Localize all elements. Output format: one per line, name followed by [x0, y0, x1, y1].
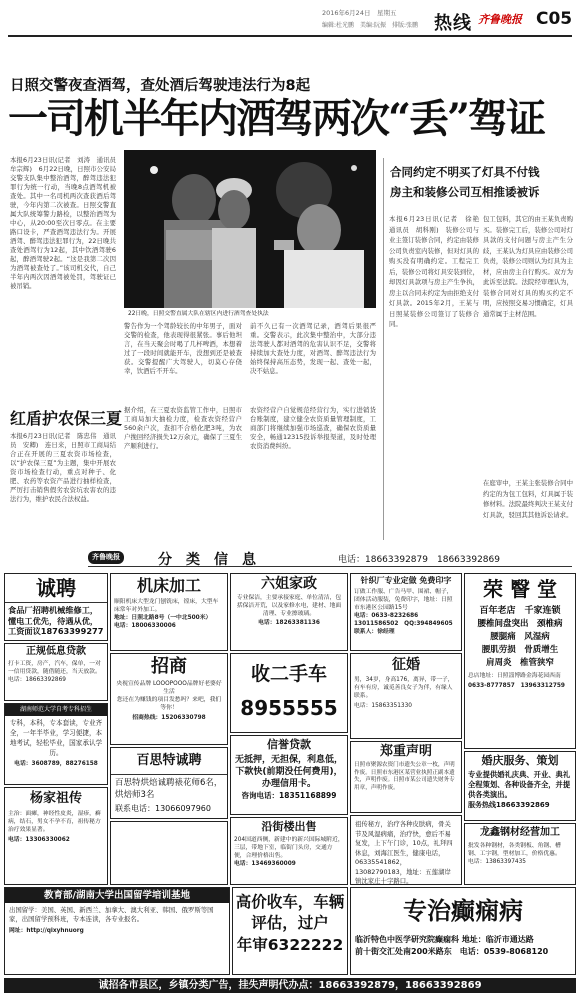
ad-used-cars-title: 收二手车	[250, 663, 327, 685]
ad-university-title: 湖南师范大学自考专科招生	[5, 704, 107, 716]
ad-car-buying-title: 高价收车，车辆评估，过户	[235, 893, 345, 932]
ad-notice-title: 郑重声明	[379, 744, 432, 759]
ad-clinic-phone: 0633-8777857 13963312759	[468, 683, 565, 689]
ad-credit-loan-phone: 咨询电话：18351168899	[241, 791, 337, 800]
footer-banner: 诚招各市县区，乡镇分类广告，挂失声明代办点：18663392879，18663392869	[4, 978, 576, 993]
header-staff: 编辑:杜光鹏 美编:阮振 排版:张鹏	[322, 22, 419, 29]
ad-dating-body: 男，34岁，身高176，离异，带一子，有车有房，诚觅善良女子为伴，有缘人联系。	[354, 677, 454, 699]
ad-wedding	[464, 751, 576, 821]
ad-notice-body: 日照市聚源农资门市遗失公章一枚，声明作废。日照市东港区某营业执照正副本遗失，声明作废。日照市某公司遗失财务专用章，声明作废。	[354, 762, 455, 791]
story2-col2: 包工包料，其它的由王某负责购买。装修完工后，装修公司对灯具款的支付问题与房主产生分歧，王某认为灯具应由装修公司负责，装修公司则认为灯具为主材，应由房主自行购买。双方为此诉至法院。法院经审理认为，装修合同对灯具的购买约定不明，应按照交易习惯确定，灯具通常属于主材范围。	[483, 215, 573, 318]
ad-knitting-phone: 电话：0633-8232686 13011586502 QQ:394849605 联系人：徐经理	[354, 613, 459, 635]
ad-loan-phone: 电话：18663392869	[8, 677, 66, 683]
ad-machining-address: 地址：日照北路8号（一中北500米）	[114, 615, 212, 621]
ad-notice	[350, 741, 462, 813]
police-checkpoint-photo	[124, 150, 376, 308]
story3-col2: 据介绍，在三夏农资监管工作中，日照市工商局加大抽检力度，检查农资经营户560余户次，查扣不合格化肥3吨，为农户挽回经济损失12万余元，确保了三夏生产顺利进行。	[124, 406, 242, 450]
ad-health-body: 祖传秘方，治疗各种皮肤病，骨关节及风湿病痛，治疗快，愈后不易复发，上下午门诊，10点，礼拜四休息，刘海江医生，健康电话，06335541862，13082790183，地址：五莲湖岸镇沈家庄十字路口。	[355, 820, 453, 885]
ad-bakery-title: 百思特诚聘	[111, 748, 227, 775]
ad-clinic-line4: 肩周炎 椎管狭窄	[485, 658, 554, 668]
ad-clinic-address: 总店地址：日照淄博路金海花园西南	[468, 673, 561, 679]
section-title: 热线	[434, 13, 472, 34]
ad-dating	[350, 653, 462, 739]
ad-storefront-title: 沿街楼出售	[261, 820, 317, 833]
ad-clinic-line1: 腰椎间盘突出 颈椎病	[477, 619, 563, 629]
story3-col1: 本报6月23日讯(记者 陈忠伟 通讯员 安卿) 连日来，日照市工商局结合正在开展的三夏农资市场检查，以“护农保三夏”为主题，集中开展农资市场检查行动，重点对种子、化肥、农药等农资产品进行抽样检查，严厉打击销售假劣农资坑农害农的违法行为，维护农民合法权益。	[10, 432, 116, 503]
ad-university	[4, 703, 108, 785]
ad-credit-loan-title: 信誉贷款	[267, 738, 311, 751]
ad-hiring-body: 食品厂招聘机械维修工，懂电工优先，待遇从优，工资面议18763399277	[8, 605, 104, 636]
ad-health	[350, 815, 462, 885]
ad-unused	[110, 821, 228, 885]
ad-epilepsy	[350, 887, 576, 975]
ad-steel-title: 龙鑫钢材经营加工	[480, 827, 560, 838]
ad-clinic-slogan: 百年老店 千家连锁	[479, 606, 561, 616]
ad-bakery-body: 百思特烘焙诚聘裱花师6名，烘焙师3名	[115, 778, 223, 800]
ad-loan-body: 打卡工资，房产，汽车，保单，一对一信用贷款，随借随还，当天放款。	[8, 661, 101, 675]
ad-housekeeping	[230, 573, 348, 651]
ad-epilepsy-body: 临沂特色中医学研究院癫痫科 地址：临沂市通达路	[355, 935, 534, 944]
ad-franchise-body: 央视宣传品牌 LOOOPOOO品牌好老婆好生活	[116, 681, 222, 695]
ad-wedding-phone: 服务热线18663392869	[468, 801, 550, 809]
ad-used-cars	[230, 653, 348, 733]
classified-phone: 电话：18663392879 18663392869	[338, 555, 500, 565]
ad-knitting-body: 订做工作服、广告马甲、围裙、帽子，团体活动服装，免费印字，地址：日照市东港区公园路15号	[354, 589, 453, 611]
ad-storefront	[230, 817, 348, 885]
ad-study-abroad-title: 教育部/湖南大学出国留学培训基地	[5, 888, 229, 903]
ad-storefront-phone: 电话：13469360009	[234, 861, 296, 867]
clinic-logo: 荣 瞖 堂	[483, 577, 557, 601]
ad-franchise-title: 招商	[151, 656, 187, 677]
ad-folk-remedy-body: 主治：面瘫，神经性皮炎，湿疹，癣病，结石，男女不孕不育，祖传秘方治疗效果显著。	[8, 811, 101, 833]
ad-used-cars-phone: 8955555	[240, 696, 338, 720]
ad-credit-loan	[230, 735, 348, 815]
ad-folk-remedy-title: 杨家祖传	[29, 791, 82, 806]
ad-steel-phone: 电话：13863397435	[468, 859, 526, 865]
story3-col3: 农资经营户自觉规范经营行为，实行进销货台账制度，建立健全农资质量管理制度，工商部门将继续加强市场巡查，确保农资质量安全，畅通12315投诉举报渠道，及时处理农资消费纠纷。	[250, 406, 376, 450]
ad-car-buying	[232, 887, 348, 975]
story1-photo	[124, 150, 376, 308]
ad-university-phone: 电话：3608789，88276158	[14, 761, 98, 767]
story1-headline: 一司机半年内酒驾两次“丢”驾证	[8, 95, 545, 142]
ad-storefront-body: 204国道西侧，新建中的新兴国际城附近，三层，带地下室，临街门头房，交通方便，合理价格出售。	[234, 837, 344, 859]
ad-knitting-title: 针织厂专业定做 免费印字	[360, 576, 452, 585]
ad-dating-title: 征婚	[392, 657, 420, 673]
ad-franchise-slogan: 您还在为赚钱的项目发愁吗？来吧，我们等你！	[116, 697, 222, 711]
ad-machining-body: 顺阳机床大型龙门刨铣床，镗床，大型车床常年对外加工。	[114, 599, 219, 613]
ad-folk-remedy	[4, 787, 108, 885]
header-rule	[8, 35, 572, 37]
ad-hiring	[4, 573, 108, 641]
photo-caption: 22日晚，日照交警直属大队在辖区内进行酒驾查处执法	[128, 311, 269, 317]
ad-wedding-body: 专业提供婚礼庆典、开业、典礼全程策划、各种设备齐全，并提供各类演出。	[468, 770, 571, 799]
story1-col1: 本报6月23日讯(记者 刘涛 通讯员 牟宗辉) 6月22日晚，日照市公安局交警支队集中整治酒驾，醉驾违法犯罪行为统一行动，当晚8点酒驾机被查处。其中一名司机两次查获酒后驾驶，今年内第二次被查。日照交警直属大队统筹警力路检，以整治酒驾为中心，从20:00至次日零点。在主要路口设卡，严查酒驾违法行为。开展酒驾、醉驾违法犯罪行为，22日晚共查处酒驾行为12起，其中饮酒驾驶6起，醉酒驾驶2起。“这是我第二次因为酒驾被查处了。”该司机交代，自己半年内两次因酒驾被处罚，驾驶证已被吊销。	[10, 156, 116, 290]
ad-housekeeping-title: 六姐家政	[261, 576, 317, 592]
ad-knitting	[350, 573, 462, 651]
story1-col2: 警告作为一个驾龄较长的中年男子，面对交警的检查，他表现得很紧张。事后他坦言，在当天聚会时喝了几杯啤酒，本想着过了一段时间就能开车，没想到还是被查获。交警提醒广大驾驶人，切莫心存侥幸，饮酒后不开车。	[124, 322, 242, 375]
ad-study-abroad	[4, 887, 230, 975]
ad-study-abroad-body: 出国留学：美国、英国、新西兰、加拿大、澳大利亚、韩国、俄罗斯等国家，出国留学预科班，专本连读，各专业报名。	[9, 906, 214, 924]
ad-steel	[464, 823, 576, 885]
ad-machining-title: 机床加工	[136, 576, 201, 595]
header-meta: 2016年6月24日 星期五	[322, 9, 397, 17]
column-divider	[383, 158, 384, 540]
ad-steel-body: 批发各种钢材，各类钢板、角钢、槽钢、工字钢，型材加工，价格优惠。	[468, 843, 561, 857]
classified-title: 分 类 信 息	[158, 552, 256, 568]
ad-hiring-title: 诚聘	[5, 574, 107, 603]
ad-housekeeping-body: 专业保洁，主要承接家庭、单位清洁，包括保洁开荒，以及家修水电，建材、地面清理、专业擦玻璃。	[236, 595, 342, 617]
ad-epilepsy-title: 专治癫痫病	[403, 897, 523, 925]
ad-dating-phone: 电话：15863351330	[354, 703, 412, 709]
classified-header	[88, 549, 572, 567]
story1-col3: 前不久已有一次酒驾记录，酒驾后果很严重。交警表示，此次集中整治中，大部分违法驾驶人都对酒驾的危害认识不足，交警将持续加大查处力度，对酒驾、醉驾违法行为始终保持高压态势，发现一起、查处一起，决不姑息。	[250, 322, 376, 375]
ad-university-body: 专科，本科，专本套读，专业齐全，一年半毕业，学习便捷，本地考试，轻松毕业，国家承认学历。	[9, 719, 103, 757]
classified-logo: 齐鲁晚报	[88, 551, 124, 564]
ad-bakery-extra	[111, 822, 227, 830]
ad-car-buying-phone: 年审6322222	[236, 936, 344, 954]
story1-kicker: 日照交警夜查酒驾，查处酒后驾驶违法行为8起	[10, 78, 311, 94]
page-number: C05	[536, 9, 573, 29]
story2-title: 合同约定不明买了灯具不付钱	[390, 165, 540, 179]
ad-loan	[4, 643, 108, 701]
story2-col3: 在庭审中，王某主张装修合同中约定的为包工包料，灯具属于装修材料。法院最终判决王某支付灯具款，驳回其其他诉讼请求。	[483, 479, 573, 519]
page-header	[0, 0, 580, 38]
ad-franchise	[110, 653, 228, 745]
story3-title: 红盾护农保三夏	[10, 409, 123, 428]
ad-loan-title: 正规低息贷款	[26, 646, 86, 657]
story2-col1: 本报6月23日讯(记者 徐艳 通讯员 胡科刚) 装修公司与业主签订装修合同，约定由装修公司负责室内装修，但对灯具的购买没有明确约定。工程完工后，装修公司将灯具安装到位，却因灯具款项与房主产生争执，房主以合同未约定为由拒绝支付灯具款。2015年2月，王某与日照某装修公司签订了装修合同。	[389, 215, 479, 328]
ad-franchise-phone: 招商热线：15206330798	[132, 715, 206, 721]
ad-clinic-line3: 腰肌劳损 骨质增生	[481, 645, 559, 655]
ad-housekeeping-phone: 电话：18263381136	[258, 620, 320, 626]
paper-logo: 齐鲁晚报	[478, 13, 522, 26]
ad-clinic	[464, 573, 576, 749]
ad-clinic-line2: 腰腿痛 风湿病	[490, 632, 550, 642]
ad-bakery-phone: 联系电话：13066097960	[115, 804, 211, 813]
ad-credit-loan-body: 无抵押，无担保，利息低，下款快(前期没任何费用)，办理信用卡。	[234, 755, 343, 789]
story2-subtitle: 房主和装修公司互相推诿被诉	[390, 185, 540, 199]
ad-bakery	[110, 747, 228, 819]
ad-epilepsy-phone: 前十街交汇处南200米路东 电话：0539-8068120	[355, 947, 549, 956]
ad-folk-remedy-phone: 电话：13306330062	[8, 837, 70, 843]
ad-wedding-title: 婚庆服务、策划	[481, 754, 559, 767]
ad-machining	[110, 573, 228, 651]
ad-machining-phone: 电话：18006330006	[114, 623, 176, 629]
ad-study-abroad-url: 网址：http://qixyhnuorg	[9, 928, 84, 935]
